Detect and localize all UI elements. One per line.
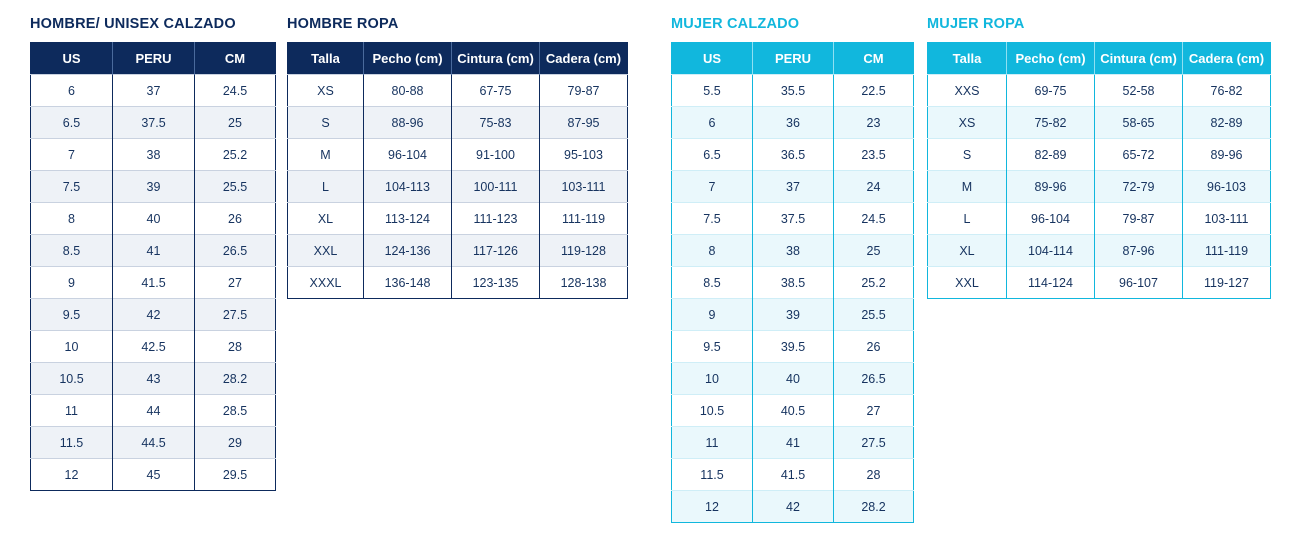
table-row bbox=[672, 203, 914, 235]
cell: 123-135 bbox=[452, 267, 540, 299]
panel-title-hombre-unisex-calzado: HOMBRE/ UNISEX CALZADO bbox=[30, 16, 236, 32]
table-row bbox=[672, 395, 914, 427]
cell: 65-72 bbox=[1095, 139, 1183, 171]
table-header-row bbox=[928, 43, 1271, 75]
cell: 27.5 bbox=[195, 299, 276, 331]
cell: 44.5 bbox=[113, 427, 195, 459]
cell: 27 bbox=[195, 267, 276, 299]
table-row bbox=[928, 107, 1271, 139]
table-row bbox=[288, 107, 628, 139]
cell: 36.5 bbox=[753, 139, 834, 171]
cell: 7.5 bbox=[672, 203, 753, 235]
cell: 8 bbox=[672, 235, 753, 267]
cell: 10.5 bbox=[31, 363, 113, 395]
column-header: Cadera (cm) bbox=[540, 43, 628, 75]
cell: 40 bbox=[753, 363, 834, 395]
cell: 72-79 bbox=[1095, 171, 1183, 203]
cell: L bbox=[288, 171, 364, 203]
cell: 11 bbox=[31, 395, 113, 427]
cell: 24 bbox=[834, 171, 914, 203]
table-row bbox=[31, 459, 276, 491]
column-header: Pecho (cm) bbox=[364, 43, 452, 75]
cell: XS bbox=[928, 107, 1007, 139]
table-row bbox=[672, 427, 914, 459]
table-row bbox=[928, 171, 1271, 203]
cell: XXS bbox=[928, 75, 1007, 107]
cell: 37.5 bbox=[753, 203, 834, 235]
cell: XL bbox=[928, 235, 1007, 267]
table-row bbox=[672, 363, 914, 395]
cell: 8.5 bbox=[672, 267, 753, 299]
table-row bbox=[672, 267, 914, 299]
cell: 103-111 bbox=[1183, 203, 1271, 235]
cell: 104-114 bbox=[1007, 235, 1095, 267]
cell: 10 bbox=[31, 331, 113, 363]
cell: 119-127 bbox=[1183, 267, 1271, 299]
cell: 26 bbox=[834, 331, 914, 363]
column-header: CM bbox=[834, 43, 914, 75]
cell: 38.5 bbox=[753, 267, 834, 299]
table-row bbox=[928, 267, 1271, 299]
panel-title-hombre-ropa: HOMBRE ROPA bbox=[287, 16, 399, 32]
table-row bbox=[928, 203, 1271, 235]
cell: 6.5 bbox=[31, 107, 113, 139]
cell: 26.5 bbox=[834, 363, 914, 395]
table-row bbox=[288, 203, 628, 235]
table-row bbox=[672, 75, 914, 107]
cell: 69-75 bbox=[1007, 75, 1095, 107]
cell: 44 bbox=[113, 395, 195, 427]
cell: 35.5 bbox=[753, 75, 834, 107]
cell: 28 bbox=[195, 331, 276, 363]
column-header: Talla bbox=[288, 43, 364, 75]
column-header: Pecho (cm) bbox=[1007, 43, 1095, 75]
cell: S bbox=[928, 139, 1007, 171]
cell: 37.5 bbox=[113, 107, 195, 139]
cell: 11.5 bbox=[672, 459, 753, 491]
column-header: Cintura (cm) bbox=[1095, 43, 1183, 75]
column-header: US bbox=[31, 43, 113, 75]
cell: 82-89 bbox=[1007, 139, 1095, 171]
cell: 111-123 bbox=[452, 203, 540, 235]
table-hombre-unisex-calzado bbox=[30, 42, 276, 491]
cell: 80-88 bbox=[364, 75, 452, 107]
cell: 9 bbox=[672, 299, 753, 331]
cell: 25.5 bbox=[195, 171, 276, 203]
cell: 136-148 bbox=[364, 267, 452, 299]
table-row bbox=[31, 139, 276, 171]
cell: 58-65 bbox=[1095, 107, 1183, 139]
cell: 75-82 bbox=[1007, 107, 1095, 139]
table-hombre-ropa bbox=[287, 42, 628, 299]
table-row bbox=[31, 171, 276, 203]
cell: 89-96 bbox=[1007, 171, 1095, 203]
cell: 40 bbox=[113, 203, 195, 235]
cell: 42.5 bbox=[113, 331, 195, 363]
cell: M bbox=[928, 171, 1007, 203]
cell: 28.5 bbox=[195, 395, 276, 427]
table-row bbox=[31, 203, 276, 235]
cell: 111-119 bbox=[1183, 235, 1271, 267]
panel-mujer-calzado bbox=[671, 16, 914, 523]
cell: 100-111 bbox=[452, 171, 540, 203]
cell: L bbox=[928, 203, 1007, 235]
cell: 128-138 bbox=[540, 267, 628, 299]
cell: 96-103 bbox=[1183, 171, 1271, 203]
cell: XL bbox=[288, 203, 364, 235]
cell: 26.5 bbox=[195, 235, 276, 267]
cell: 27 bbox=[834, 395, 914, 427]
table-row bbox=[31, 235, 276, 267]
table-row bbox=[31, 363, 276, 395]
cell: 96-107 bbox=[1095, 267, 1183, 299]
cell: 79-87 bbox=[540, 75, 628, 107]
table-row bbox=[672, 107, 914, 139]
cell: 43 bbox=[113, 363, 195, 395]
cell: 89-96 bbox=[1183, 139, 1271, 171]
table-row bbox=[672, 491, 914, 523]
cell: 22.5 bbox=[834, 75, 914, 107]
cell: 124-136 bbox=[364, 235, 452, 267]
table-row bbox=[288, 139, 628, 171]
table-header-row bbox=[31, 43, 276, 75]
table-header-row bbox=[288, 43, 628, 75]
table-row bbox=[672, 299, 914, 331]
cell: M bbox=[288, 139, 364, 171]
table-row bbox=[31, 395, 276, 427]
cell: 41 bbox=[753, 427, 834, 459]
cell: 91-100 bbox=[452, 139, 540, 171]
table-row bbox=[928, 139, 1271, 171]
cell: 6.5 bbox=[672, 139, 753, 171]
table-row bbox=[672, 139, 914, 171]
panel-title-mujer-ropa: MUJER ROPA bbox=[927, 16, 1025, 32]
cell: 9.5 bbox=[672, 331, 753, 363]
cell: 12 bbox=[31, 459, 113, 491]
cell: XXXL bbox=[288, 267, 364, 299]
cell: 5.5 bbox=[672, 75, 753, 107]
cell: 8.5 bbox=[31, 235, 113, 267]
panel-title-mujer-calzado: MUJER CALZADO bbox=[671, 16, 800, 32]
column-header: Cintura (cm) bbox=[452, 43, 540, 75]
cell: 39 bbox=[113, 171, 195, 203]
cell: 37 bbox=[113, 75, 195, 107]
table-row bbox=[672, 331, 914, 363]
cell: 28.2 bbox=[834, 491, 914, 523]
cell: 76-82 bbox=[1183, 75, 1271, 107]
cell: 25 bbox=[834, 235, 914, 267]
cell: 7 bbox=[672, 171, 753, 203]
cell: 52-58 bbox=[1095, 75, 1183, 107]
cell: 41.5 bbox=[753, 459, 834, 491]
cell: 39 bbox=[753, 299, 834, 331]
panel-mujer-ropa bbox=[927, 16, 1271, 299]
cell: XS bbox=[288, 75, 364, 107]
table-row bbox=[288, 75, 628, 107]
cell: 25.2 bbox=[834, 267, 914, 299]
cell: 24.5 bbox=[195, 75, 276, 107]
cell: 88-96 bbox=[364, 107, 452, 139]
cell: 7 bbox=[31, 139, 113, 171]
cell: 29 bbox=[195, 427, 276, 459]
cell: 45 bbox=[113, 459, 195, 491]
cell: 23.5 bbox=[834, 139, 914, 171]
cell: 41 bbox=[113, 235, 195, 267]
cell: 6 bbox=[672, 107, 753, 139]
cell: 79-87 bbox=[1095, 203, 1183, 235]
table-row bbox=[672, 459, 914, 491]
cell: 117-126 bbox=[452, 235, 540, 267]
table-row bbox=[288, 171, 628, 203]
table-row bbox=[31, 331, 276, 363]
cell: 96-104 bbox=[1007, 203, 1095, 235]
table-row bbox=[31, 75, 276, 107]
cell: S bbox=[288, 107, 364, 139]
cell: 114-124 bbox=[1007, 267, 1095, 299]
cell: 27.5 bbox=[834, 427, 914, 459]
cell: 104-113 bbox=[364, 171, 452, 203]
cell: 113-124 bbox=[364, 203, 452, 235]
cell: 37 bbox=[753, 171, 834, 203]
cell: 87-95 bbox=[540, 107, 628, 139]
cell: 41.5 bbox=[113, 267, 195, 299]
table-row bbox=[672, 171, 914, 203]
cell: 82-89 bbox=[1183, 107, 1271, 139]
table-row bbox=[672, 235, 914, 267]
cell: 39.5 bbox=[753, 331, 834, 363]
cell: 111-119 bbox=[540, 203, 628, 235]
cell: 11.5 bbox=[31, 427, 113, 459]
panel-hombre-unisex-calzado bbox=[30, 16, 276, 491]
cell: 119-128 bbox=[540, 235, 628, 267]
cell: 9 bbox=[31, 267, 113, 299]
cell: 23 bbox=[834, 107, 914, 139]
table-row bbox=[31, 267, 276, 299]
cell: 95-103 bbox=[540, 139, 628, 171]
panel-hombre-ropa bbox=[287, 16, 628, 299]
table-header-row bbox=[672, 43, 914, 75]
cell: 38 bbox=[113, 139, 195, 171]
cell: 7.5 bbox=[31, 171, 113, 203]
table-mujer-ropa bbox=[927, 42, 1271, 299]
column-header: Talla bbox=[928, 43, 1007, 75]
cell: 96-104 bbox=[364, 139, 452, 171]
table-row bbox=[31, 427, 276, 459]
cell: 26 bbox=[195, 203, 276, 235]
cell: 25.2 bbox=[195, 139, 276, 171]
cell: 42 bbox=[113, 299, 195, 331]
cell: 67-75 bbox=[452, 75, 540, 107]
table-row bbox=[288, 267, 628, 299]
cell: 10.5 bbox=[672, 395, 753, 427]
column-header: US bbox=[672, 43, 753, 75]
cell: 36 bbox=[753, 107, 834, 139]
cell: 28 bbox=[834, 459, 914, 491]
table-row bbox=[928, 75, 1271, 107]
table-row bbox=[31, 299, 276, 331]
table-row bbox=[31, 107, 276, 139]
cell: 10 bbox=[672, 363, 753, 395]
cell: 29.5 bbox=[195, 459, 276, 491]
column-header: PERU bbox=[753, 43, 834, 75]
cell: 40.5 bbox=[753, 395, 834, 427]
column-header: PERU bbox=[113, 43, 195, 75]
cell: 9.5 bbox=[31, 299, 113, 331]
cell: XXL bbox=[288, 235, 364, 267]
cell: 28.2 bbox=[195, 363, 276, 395]
cell: 75-83 bbox=[452, 107, 540, 139]
cell: XXL bbox=[928, 267, 1007, 299]
cell: 87-96 bbox=[1095, 235, 1183, 267]
cell: 103-111 bbox=[540, 171, 628, 203]
cell: 8 bbox=[31, 203, 113, 235]
cell: 25.5 bbox=[834, 299, 914, 331]
table-mujer-calzado bbox=[671, 42, 914, 523]
column-header: CM bbox=[195, 43, 276, 75]
table-row bbox=[288, 235, 628, 267]
table-row bbox=[928, 235, 1271, 267]
cell: 42 bbox=[753, 491, 834, 523]
column-header: Cadera (cm) bbox=[1183, 43, 1271, 75]
cell: 11 bbox=[672, 427, 753, 459]
cell: 6 bbox=[31, 75, 113, 107]
cell: 25 bbox=[195, 107, 276, 139]
cell: 38 bbox=[753, 235, 834, 267]
cell: 24.5 bbox=[834, 203, 914, 235]
cell: 12 bbox=[672, 491, 753, 523]
